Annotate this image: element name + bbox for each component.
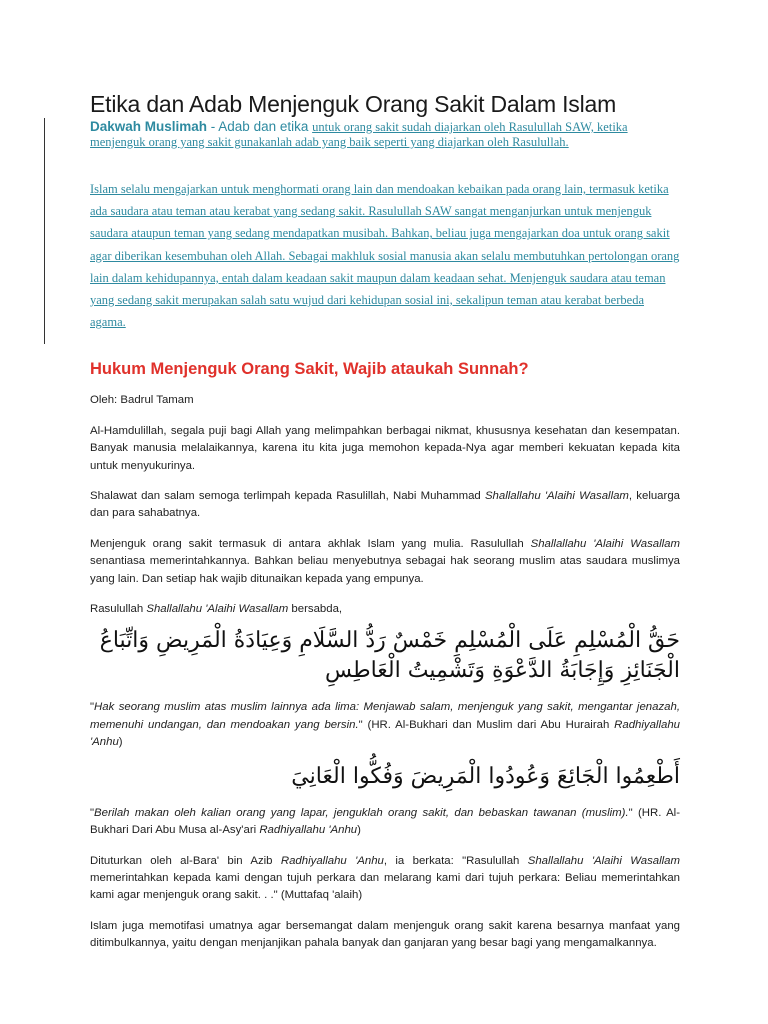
translation-2: "Berilah makan oleh kalian orang yang lapar, jenguklah orang sakit, dan bebaskan tawanan (muslim)." (HR. Al-Bukhari Dari Abu Musa al-Asy'ari Radhiyallahu 'Anhu)	[90, 806, 680, 837]
author-line: Oleh: Badrul Tamam	[90, 394, 194, 407]
translation-1: "Hak seorang muslim atas muslim lainnya ada lima: Menjawab salam, menjenguk yang sakit, mengantar jenazah, memenuhi undangan, dan mendoakan yang bersin." (HR. Al-Bukhari dan Muslim dari Abu Hurairah Radhiyallahu 'Anhu)	[90, 701, 680, 749]
paragraph-motivation: Islam juga memotifasi umatnya agar bersemangat dalam menjenguk orang sakit karena besarnya manfaat yang ditimbulkannya, yaitu dengan menjanjikan pahala banyak dan ganjaran yang besar bagi yang mengamalkannya.	[90, 919, 680, 950]
section-heading: Hukum Menjenguk Orang Sakit, Wajib ataukah Sunnah?	[90, 360, 529, 379]
document-page	[90, 90, 680, 953]
arabic-hadith-2: أَطْعِمُوا الْجَائِعَ وَعُودُوا الْمَرِيضَ وَفُكُّوا الْعَانِيَ	[291, 763, 680, 789]
intro-link[interactable]: untuk orang sakit sudah diajarkan oleh Rasulullah SAW, ketika menjenguk orang yang sakit gunakanlah adab yang baik seperti yang diajarkan oleh Rasulullah.	[90, 120, 628, 149]
margin-change-bar	[44, 118, 45, 344]
paragraph-shalawat: Shalawat dan salam semoga terlimpah kepada Rasulillah, Nabi Muhammad Shallallahu 'Alaihi Wasallam, keluarga dan para sahabatnya.	[90, 490, 680, 520]
paragraph-bersabda: Rasulullah Shallallahu 'Alaihi Wasallam bersabda,	[90, 603, 343, 616]
lead-paragraph-link[interactable]: Islam selalu mengajarkan untuk menghormati orang lain dan mendoakan kebaikan pada orang lain, termasuk ketika ada saudara atau teman atau kerabat yang sedang sakit. Rasulullah SAW sangat menganjurkan untuk menjenguk saudara ataupun teman yang sedang mendapatkan musibah. Bahkan, beliau juga mengajarkan doa untuk orang sakit agar diberikan kesembuhan oleh Allah. Sebagai makhluk sosial manusia akan selalu membutuhkan pertolongan orang lain dalam kehidupannya, entah dalam keadaan sakit maupun dalam keadaan sehat. Menjenguk saudara atau teman yang sedang sakit merupakan salah satu wujud dari kehidupan sosial ini, sekalipun teman atau kerabat berbeda agama.	[90, 182, 680, 330]
paragraph-akhlak: Menjenguk orang sakit termasuk di antara akhlak Islam yang mulia. Rasulullah Shallallahu 'Alaihi Wasallam senantiasa memerintahkannya. Bahkan beliau menyebutnya sebagai hak seorang muslim atas saudara muslimya yang lain. Dan setiap hak wajib ditunaikan kepada yang empunya.	[90, 537, 680, 585]
arabic-hadith-1: حَقُّ الْمُسْلِمِ عَلَى الْمُسْلِمِ خَمْسٌ رَدُّ السَّلَامِ وَعِيَادَةُ الْمَرِيضِ وَاتِّبَاعُ الْجَنَائِزِ وَإِجَابَةُ الدَّعْوَةِ وَتَشْمِيتُ الْعَاطِسِ	[99, 628, 680, 684]
paragraph-hamdalah: Al-Hamdulillah, segala puji bagi Allah yang melimpahkan berbagai nikmat, khususnya kesehatan dan kesempatan. Banyak manusia melalaikannya, karena itu kita juga memohon kepada-Nya agar memberi kekuatan kepada kita untuk menyukurinya.	[90, 424, 680, 472]
page-title: Etika dan Adab Menjenguk Orang Sakit Dalam Islam	[90, 91, 617, 117]
paragraph-al-bara: Dituturkan oleh al-Bara' bin Azib Radhiyallahu 'Anhu, ia berkata: "Rasulullah Shallallahu 'Alaihi Wasallam memerintahkan kepada kami dengan tujuh perkara dan melarang kami dari tujuh perkara: Beliau memerintahkan kami agar menjenguk orang sakit. . ." (Muttafaq 'alaih)	[90, 854, 681, 902]
intro-paragraph	[90, 119, 680, 150]
brand-name: Dakwah Muslimah	[90, 119, 208, 134]
intro-separator: - Adab dan etika	[207, 119, 313, 134]
